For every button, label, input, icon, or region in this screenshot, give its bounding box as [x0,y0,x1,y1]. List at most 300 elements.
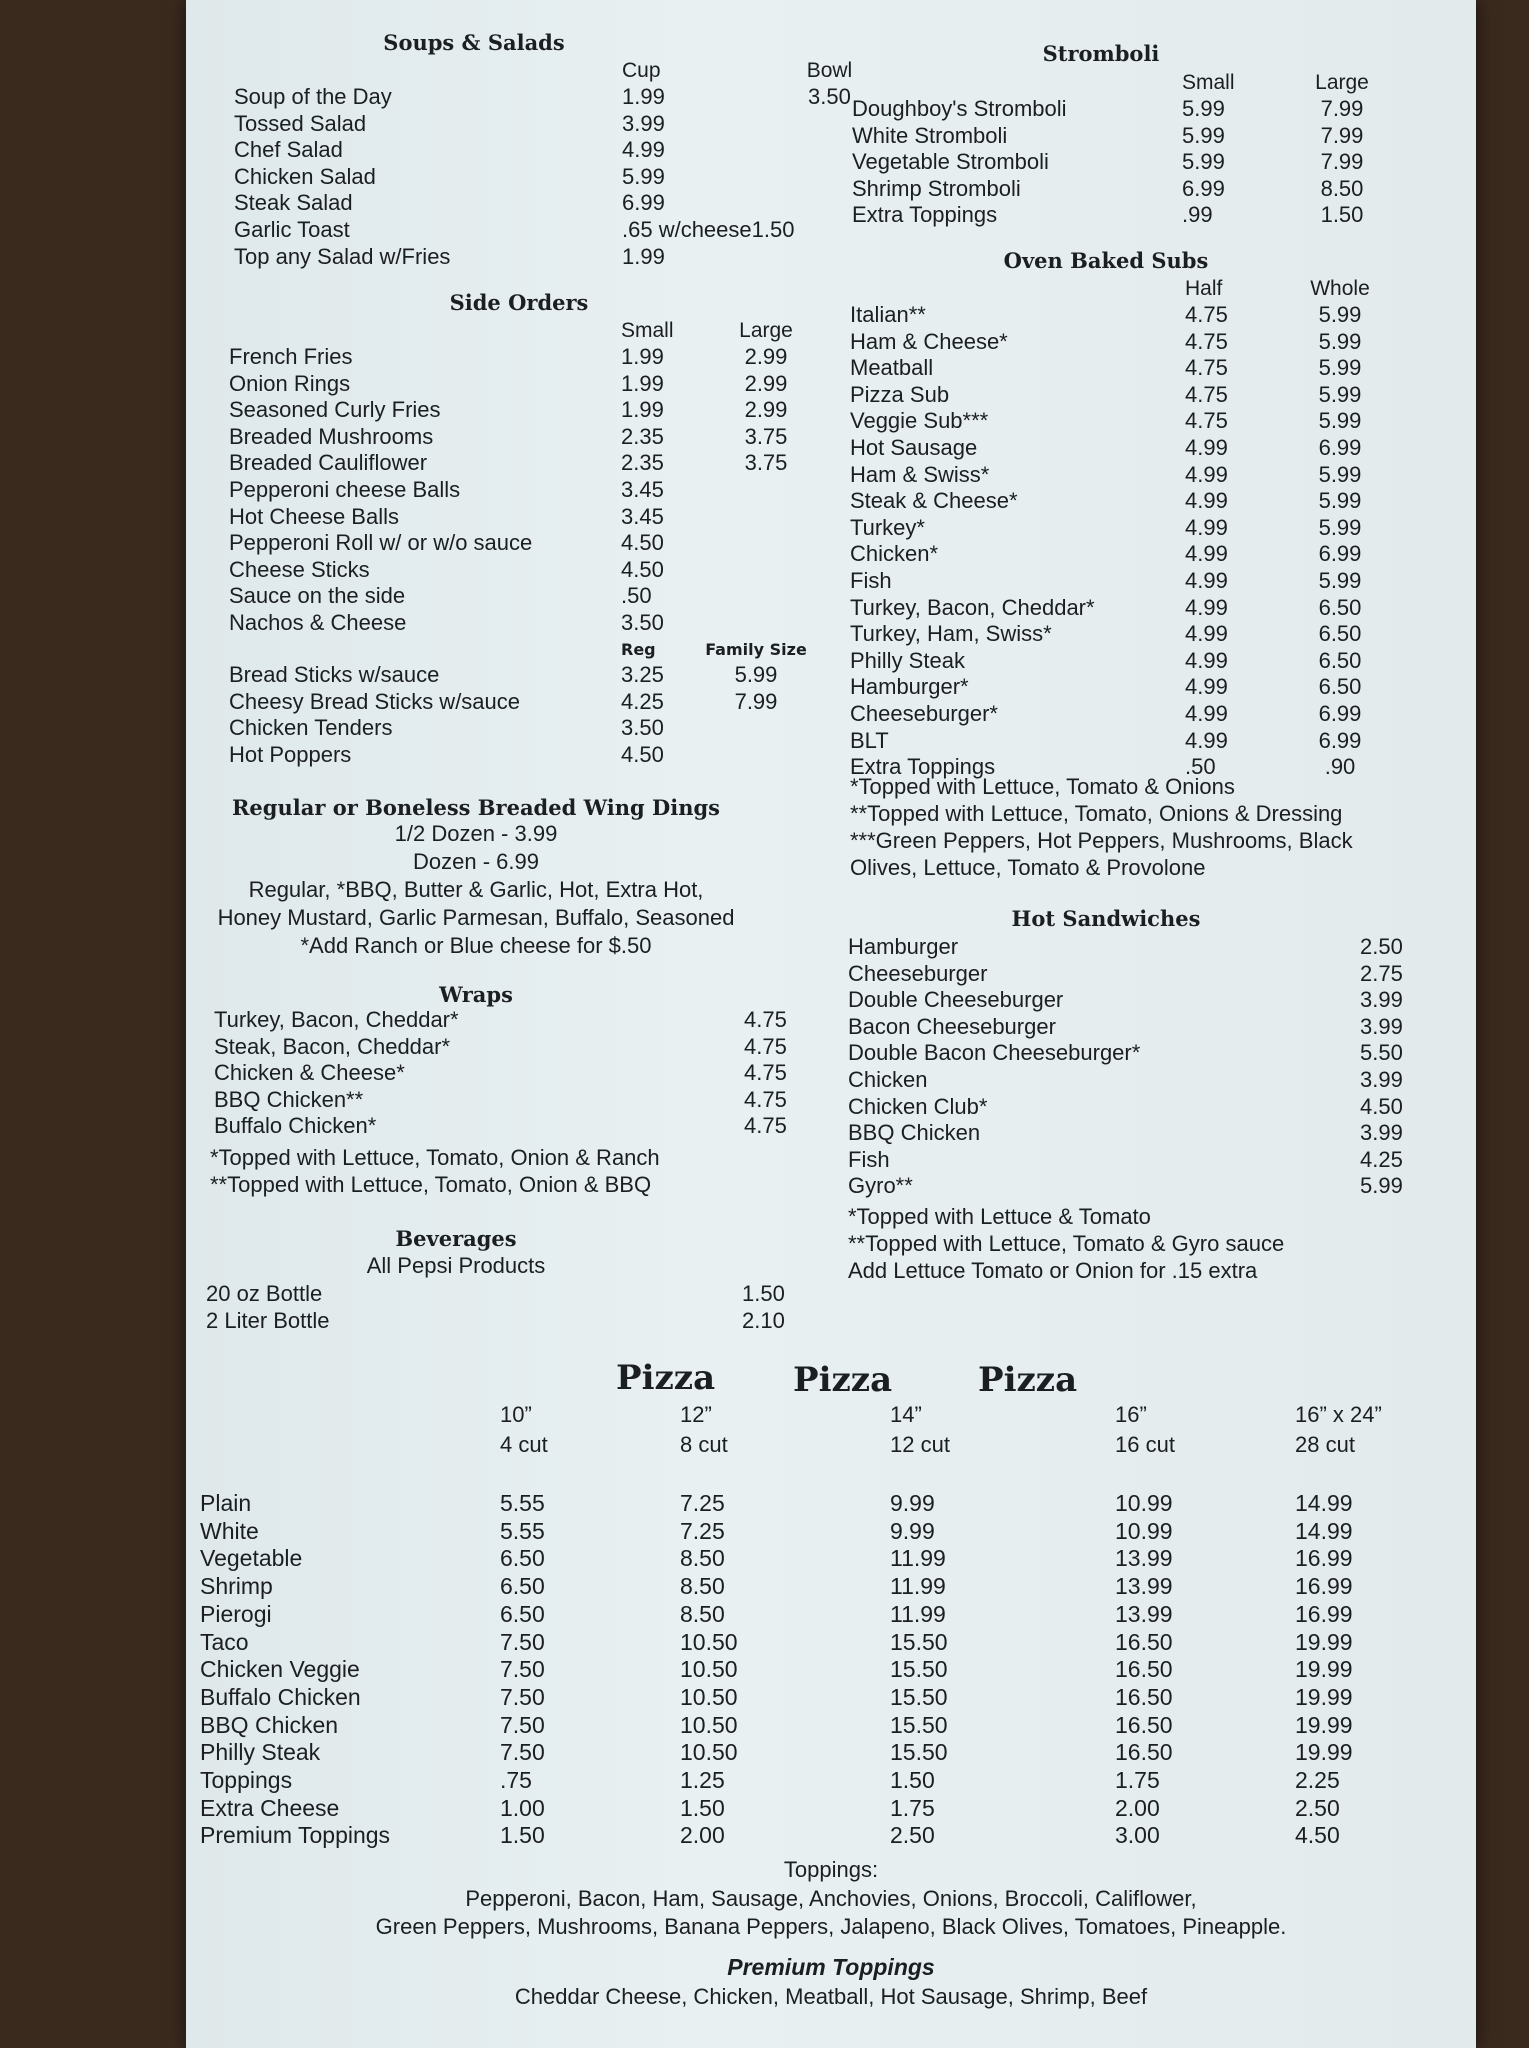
subs-price-b: 5.99 [1318,328,1362,354]
wraps-row [214,1087,804,1114]
stromboli-price-b: 7.99 [1320,149,1364,175]
subs-note-3: ***Green Peppers, Hot Peppers, Mushrooms, Black [850,828,1353,853]
subs-item-name: Turkey, Ham, Swiss* [850,621,1052,647]
pizza-item-name: Vegetable [200,1545,303,1572]
stromboli-price-a: 5.99 [1182,122,1225,148]
pizza-cut-label: 16 cut [1115,1432,1175,1457]
subs-price-a: 4.75 [1185,328,1228,354]
stromboli-row [852,176,1392,203]
subs-item-name: Steak & Cheese* [850,488,1018,514]
subs-item-name: Italian** [850,302,926,327]
stromboli-price-a: 5.99 [1182,96,1225,121]
subs-item-name: Hot Sausage [850,434,978,460]
pizza-price: 19.99 [1295,1739,1353,1766]
pizza-price: 7.50 [500,1628,545,1655]
pizza-item-name: Pierogi [200,1600,272,1627]
soups-header-bowl: Bowl [806,59,853,82]
pizza-price: 4.50 [1295,1822,1340,1849]
sides-price-b [731,477,801,504]
pizza-price: 6.50 [500,1545,545,1572]
wraps-title: Wraps [439,982,513,1007]
pizza-row [200,1795,1455,1823]
soups-row [234,164,864,191]
sides-item-name: Seasoned Curly Fries [229,397,441,423]
pizza-price: 15.50 [890,1656,948,1683]
subs-price-b: 6.99 [1318,727,1362,753]
pizza-row [200,1656,1455,1684]
subs-title: Oven Baked Subs [1003,248,1209,273]
pizza-price: 10.99 [1115,1490,1173,1516]
subs-item-name: BLT [850,727,889,753]
sides2-price-a: 3.50 [621,715,664,741]
stromboli-price-b: 7.99 [1320,96,1364,121]
soups-price-a: 5.99 [622,163,665,189]
subs-price-a: 4.99 [1185,461,1228,487]
subs-price-a: 4.99 [1185,434,1228,460]
pizza-price: 1.00 [500,1794,545,1821]
hot-item-name: Chicken Club* [848,1093,988,1119]
soups-item-name: Soup of the Day [234,84,392,109]
pizza-size-label: 14” [890,1402,922,1427]
sides-price-a: 1.99 [621,397,664,423]
pizza-row [200,1684,1455,1712]
subs-price-a: 4.99 [1185,621,1228,647]
pizza-price: 8.50 [680,1573,725,1600]
wraps-note-1: *Topped with Lettuce, Tomato, Onion & Ranch [210,1145,660,1170]
pizza-price: 3.00 [1115,1822,1160,1849]
pizza-item-name: Chicken Veggie [200,1656,360,1683]
pizza-title-2: Pizza [793,1360,893,1400]
pizza-price: 16.50 [1115,1739,1173,1766]
subs-price-a: 4.99 [1185,514,1228,540]
sides-item-name: Onion Rings [229,370,351,396]
sides-item-name: Hot Cheese Balls [229,503,399,529]
hot-row [848,1120,1403,1147]
pizza-title-1: Pizza [616,1358,716,1398]
hot-price: 4.25 [1360,1146,1403,1172]
sides2-price-a: 4.50 [621,741,664,767]
stromboli-item-name: Shrimp Stromboli [852,175,1021,201]
sides-table-2 [229,638,811,768]
sides-header-large: Large [739,319,793,342]
pizza-price: 2.00 [680,1822,725,1849]
pizza-price: 10.50 [680,1683,738,1710]
hot-row [848,1040,1403,1067]
pizza-item-name: Premium Toppings [200,1822,391,1849]
pizza-price: 16.99 [1295,1545,1353,1572]
subs-item-name: Turkey* [850,514,925,540]
pizza-price: 10.50 [680,1739,738,1766]
subs-price-a: 4.75 [1185,355,1228,381]
pizza-row [200,1629,1455,1657]
sides-item-name: Cheese Sticks [229,556,370,582]
pizza-price: 7.50 [500,1711,545,1738]
pizza-price: 8.50 [680,1545,725,1572]
wraps-row [214,1113,804,1140]
stromboli-price-b: 7.99 [1320,122,1364,148]
sides-row [229,344,801,371]
sides2-price-a: 4.25 [621,688,664,714]
wings-flavors-1: Regular, *BBQ, Butter & Garlic, Hot, Extra Hot, [248,877,704,902]
pizza-row [200,1712,1455,1740]
subs-price-b: 6.50 [1318,647,1362,673]
beverages-table [206,1281,802,1334]
premium-toppings-line: Cheddar Cheese, Chicken, Meatball, Hot Sausage, Shrimp, Beef [514,1984,1148,2009]
subs-item-name: Cheeseburger* [850,700,998,726]
subs-price-b: 5.99 [1318,355,1362,381]
pizza-row [200,1518,1455,1546]
soups-row [234,244,864,271]
subs-price-a: 4.75 [1185,381,1228,407]
hot-item-name: Double Cheeseburger [848,987,1064,1013]
subs-price-a: 4.99 [1185,541,1228,567]
sides-row [229,424,801,451]
subs-row [850,382,1395,409]
sides-row [229,583,801,610]
stromboli-price-b: 1.50 [1320,202,1364,228]
subs-item-name: Chicken* [850,541,939,567]
pizza-cut-label: 8 cut [680,1432,728,1457]
sides-header-small: Small [621,319,674,342]
stromboli-header-small: Small [1182,71,1235,94]
sides2-item-name: Cheesy Bread Sticks w/sauce [229,688,521,714]
pizza-price: 2.50 [1295,1794,1340,1821]
pizza-item-name: Extra Cheese [200,1794,340,1821]
subs-row [850,595,1395,622]
subs-row [850,408,1395,435]
hot-item-name: BBQ Chicken [848,1120,981,1146]
subs-price-b: 6.99 [1318,434,1362,460]
hot-item-name: Chicken [848,1066,928,1092]
hot-price: 3.99 [1360,1013,1403,1039]
wraps-row [214,1007,804,1034]
pizza-cut-label: 28 cut [1295,1432,1355,1457]
pizza-price: 2.25 [1295,1767,1340,1794]
hot-note-2: **Topped with Lettuce, Tomato & Gyro sauce [848,1231,1285,1256]
pizza-price: 14.99 [1295,1490,1353,1516]
soups-item-name: Steak Salad [234,190,353,216]
sides-price-a: 3.45 [621,503,664,529]
pizza-price: 7.25 [680,1517,725,1544]
sides-item-name: French Fries [229,344,353,369]
pizza-item-name: BBQ Chicken [200,1711,339,1738]
pizza-price: 16.50 [1115,1711,1173,1738]
stromboli-title: Stromboli [1042,41,1160,66]
pizza-row [200,1601,1455,1629]
pizza-price: 1.50 [890,1767,935,1794]
subs-price-b: 6.50 [1318,594,1362,620]
wings-dozen: Dozen - 6.99 [413,849,539,874]
hot-price: 2.75 [1360,960,1403,986]
pizza-item-name: Buffalo Chicken [200,1683,361,1710]
hot-row [848,987,1403,1014]
pizza-price: 1.75 [890,1794,935,1821]
hot-sandwiches-title: Hot Sandwiches [1011,906,1201,931]
hot-price: 3.99 [1360,1120,1403,1146]
sides-row [229,397,801,424]
hot-item-name: Gyro** [848,1173,913,1199]
subs-row [850,435,1395,462]
sides2-price-b: 7.99 [734,688,778,714]
pizza-price: 7.50 [500,1656,545,1683]
soups-price-b [794,244,864,271]
sides2-price-b [701,742,811,769]
sides2-row [229,662,811,689]
soups-row [234,111,864,138]
subs-price-b: 6.99 [1318,700,1362,726]
hot-row [848,1094,1403,1121]
hot-price: 3.99 [1360,1066,1403,1092]
subs-price-b: .90 [1324,754,1356,780]
beverages-item-name: 2 Liter Bottle [206,1307,330,1333]
soups-price-a: 4.99 [622,137,665,163]
pizza-price: 7.50 [500,1739,545,1766]
wings-flavors-2: Honey Mustard, Garlic Parmesan, Buffalo, Seasoned [217,905,735,930]
sides2-price-b: 5.99 [734,662,778,687]
sides-price-b: 3.75 [744,423,788,449]
pizza-price: 11.99 [890,1600,946,1627]
subs-price-b: 5.99 [1318,461,1362,487]
subs-price-a: 4.99 [1185,727,1228,753]
subs-price-a: 4.99 [1185,700,1228,726]
pizza-item-name: Toppings [200,1767,293,1794]
sides-item-name: Breaded Mushrooms [229,423,434,449]
sides-item-name: Nachos & Cheese [229,609,407,635]
sides2-item-name: Hot Poppers [229,741,352,767]
sides-price-b [731,504,801,531]
hot-note-3: Add Lettuce Tomato or Onion for .15 extra [848,1258,1258,1283]
soups-header-cup: Cup [622,59,661,82]
hot-row [848,1147,1403,1174]
sides-price-a: .50 [621,583,652,609]
subs-row [850,674,1395,701]
hot-price: 3.99 [1360,987,1403,1013]
sides-row [229,477,801,504]
subs-item-name: Pizza Sub [850,381,950,407]
subs-note-4: Olives, Lettuce, Tomato & Provolone [850,855,1206,880]
hot-item-name: Fish [848,1146,890,1172]
sides-table [229,318,801,637]
pizza-row [200,1573,1455,1601]
subs-item-name: Extra Toppings [850,754,996,780]
pizza-item-name: White [200,1517,259,1544]
sides-row [229,450,801,477]
pizza-price: 9.99 [890,1490,935,1516]
pizza-price: 1.75 [1115,1767,1160,1794]
subs-price-a: 4.75 [1185,302,1228,327]
pizza-cut-label: 4 cut [500,1432,548,1457]
subs-item-name: Fish [850,567,892,593]
subs-price-a: 4.99 [1185,674,1228,700]
pizza-price: 2.00 [1115,1794,1160,1821]
subs-item-name: Turkey, Bacon, Cheddar* [850,594,1095,620]
beverages-item-name: 20 oz Bottle [206,1281,323,1306]
soups-price-a: .65 w/cheese1.50 [622,216,795,242]
soups-price-b: 3.50 [808,84,851,109]
pizza-price: 16.50 [1115,1628,1173,1655]
subs-item-name: Veggie Sub*** [850,408,989,434]
toppings-line-1: Pepperoni, Bacon, Ham, Sausage, Anchovies, Onions, Broccoli, Califlower, [465,1886,1197,1911]
subs-price-b: 5.99 [1318,488,1362,514]
sides-price-a: 3.50 [621,609,664,635]
subs-item-name: Ham & Cheese* [850,328,1008,354]
beverages-row [206,1308,802,1335]
stromboli-item-name: White Stromboli [852,122,1008,148]
stromboli-row [852,202,1392,229]
subs-note-2: **Topped with Lettuce, Tomato, Onions & Dressing [850,801,1343,826]
stromboli-item-name: Extra Toppings [852,202,998,228]
pizza-price: 10.50 [680,1628,738,1655]
subs-price-b: 5.99 [1318,514,1362,540]
sides2-row [229,689,811,716]
pizza-row [200,1822,1455,1850]
wings-info [216,820,736,960]
subs-row [850,302,1395,329]
subs-row [850,355,1395,382]
pizza-price: 19.99 [1295,1711,1353,1738]
soups-price-a: 3.99 [622,110,665,136]
soups-row [234,137,864,164]
sides2-price-a: 3.25 [621,662,664,687]
subs-row [850,541,1395,568]
wraps-item-name: Turkey, Bacon, Cheddar* [214,1007,459,1032]
pizza-price: 13.99 [1115,1573,1173,1600]
beverages-price: 1.50 [742,1281,785,1306]
pizza-price: 19.99 [1295,1683,1353,1710]
subs-row [850,701,1395,728]
subs-item-name: Ham & Swiss* [850,461,990,487]
pizza-row [200,1739,1455,1767]
beverages-subtitle: All Pepsi Products [366,1253,546,1278]
sides-price-b: 2.99 [744,370,788,396]
sides-price-b [731,530,801,557]
subs-price-a: 4.75 [1185,408,1228,434]
wraps-row [214,1060,804,1087]
hot-row [848,1014,1403,1041]
wraps-note-2: **Topped with Lettuce, Tomato, Onion & BBQ [210,1172,652,1197]
wraps-item-name: Steak, Bacon, Cheddar* [214,1033,451,1059]
soups-price-a: 6.99 [622,190,665,216]
hot-item-name: Cheeseburger [848,960,988,986]
pizza-cut-label: 12 cut [890,1432,950,1457]
soups-title: Soups & Salads [383,30,565,55]
sides-price-a: 2.35 [621,450,664,476]
pizza-price: 2.50 [890,1822,935,1849]
subs-row [850,568,1395,595]
pizza-price: 1.50 [500,1822,545,1849]
pizza-price: 10.50 [680,1656,738,1683]
stromboli-row [852,96,1392,123]
soups-row [234,217,864,244]
subs-row [850,515,1395,542]
soups-price-a: 1.99 [622,84,665,109]
subs-row [850,621,1395,648]
sides-header-reg: Reg [621,640,656,659]
pizza-row [200,1767,1455,1795]
pizza-price: 7.25 [680,1490,725,1516]
subs-price-b: 5.99 [1318,381,1362,407]
hot-note-1: *Topped with Lettuce & Tomato [848,1204,1151,1229]
sides-item-name: Breaded Cauliflower [229,450,428,476]
sides2-item-name: Chicken Tenders [229,715,393,741]
subs-table [850,276,1395,781]
soups-item-name: Garlic Toast [234,216,350,242]
pizza-price: 13.99 [1115,1600,1173,1627]
stromboli-table [852,70,1392,229]
subs-price-b: 6.50 [1318,621,1362,647]
pizza-price: .75 [500,1767,532,1794]
sides2-price-b [701,715,811,742]
pizza-price: 11.99 [890,1573,946,1600]
pizza-price: 1.25 [680,1767,725,1794]
sides2-item-name: Bread Sticks w/sauce [229,662,440,687]
pizza-table [200,1490,1455,1850]
pizza-size-label: 10” [500,1402,532,1427]
subs-row [850,488,1395,515]
subs-note-1: *Topped with Lettuce, Tomato & Onions [850,774,1235,799]
pizza-price: 10.99 [1115,1517,1173,1544]
wraps-price: 4.75 [744,1060,787,1086]
pizza-price: 19.99 [1295,1628,1353,1655]
sides-price-a: 2.35 [621,423,664,449]
beverages-price: 2.10 [742,1307,785,1333]
wings-addon: *Add Ranch or Blue cheese for $.50 [300,933,652,958]
subs-price-a: 4.99 [1185,647,1228,673]
pizza-price: 14.99 [1295,1517,1353,1544]
wraps-item-name: Chicken & Cheese* [214,1060,405,1086]
beverages-row [206,1281,802,1308]
sides2-row [229,715,811,742]
soups-table [234,58,864,270]
pizza-price: 7.50 [500,1683,545,1710]
subs-row [850,648,1395,675]
hot-row [848,1067,1403,1094]
subs-price-a: 4.99 [1185,567,1228,593]
subs-price-a: 4.99 [1185,594,1228,620]
soups-row [234,84,864,111]
hot-row [848,961,1403,988]
soups-item-name: Top any Salad w/Fries [234,243,451,269]
wraps-price: 4.75 [744,1086,787,1112]
wraps-item-name: Buffalo Chicken* [214,1113,377,1139]
hot-item-name: Hamburger [848,934,959,959]
sides-item-name: Sauce on the side [229,583,406,609]
sides-row [229,530,801,557]
pizza-row [200,1490,1455,1518]
pizza-price: 15.50 [890,1628,948,1655]
sides-price-b: 2.99 [744,397,788,423]
wraps-price: 4.75 [744,1033,787,1059]
subs-row [850,462,1395,489]
subs-price-a: .50 [1185,754,1216,780]
sides-row [229,557,801,584]
soups-item-name: Tossed Salad [234,110,367,136]
hot-price: 4.50 [1360,1093,1403,1119]
hot-price: 5.50 [1360,1040,1403,1066]
sides-price-b [731,557,801,584]
pizza-item-name: Taco [200,1628,249,1655]
pizza-price: 6.50 [500,1573,545,1600]
hot-row [848,1173,1403,1200]
pizza-item-name: Philly Steak [200,1739,321,1766]
subs-price-b: 6.99 [1318,541,1362,567]
wraps-item-name: BBQ Chicken** [214,1086,364,1112]
sides-price-b: 3.75 [744,450,788,476]
pizza-price: 11.99 [890,1545,946,1572]
wraps-price: 4.75 [744,1007,787,1032]
pizza-price: 5.55 [500,1517,545,1544]
stromboli-price-a: .99 [1182,202,1213,228]
